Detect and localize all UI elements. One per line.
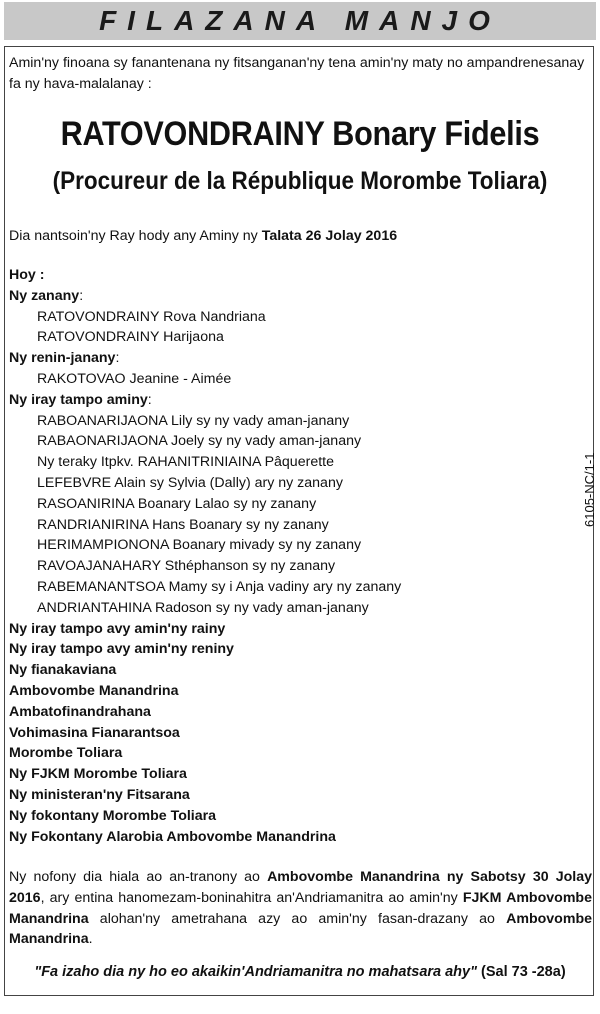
other-family-item: Ny FJKM Morombe Toliara bbox=[9, 766, 187, 783]
bible-verse bbox=[0, 964, 600, 980]
funeral-text: Ny nofony dia hiala ao an-tranony ao bbox=[9, 869, 268, 885]
funeral-church: FJKM Ambovombe Manandrina bbox=[9, 889, 592, 927]
children-heading: Ny zanany: bbox=[9, 287, 84, 304]
death-date: Talata 26 Jolay 2016 bbox=[261, 228, 398, 244]
other-family-item: Morombe Toliara bbox=[9, 745, 123, 762]
verse-reference: (Sal 73 -28a) bbox=[476, 964, 566, 980]
siblings-heading: Ny iray tampo aminy: bbox=[9, 391, 152, 408]
other-family-item: Ny fokontany Morombe Toliara bbox=[9, 807, 217, 824]
family-list bbox=[9, 265, 569, 847]
sibling-item: RAVOAJANAHARY Sthéphanson sy ny zanany bbox=[37, 558, 336, 575]
deceased-name: RATOVONDRAINY Bonary Fidelis bbox=[60, 115, 540, 153]
sibling-item: RABEMANANTSOA Mamy sy i Anja vadiny ary ny zanany bbox=[37, 578, 402, 595]
other-family-item: Ny iray tampo avy amin'ny rainy bbox=[9, 620, 226, 637]
funeral-text: , ary entina hanomezam-boninahitra an'Andriamanitra ao amin'ny bbox=[40, 889, 463, 906]
sibling-item: ANDRIANTAHINA Radoson sy ny vady aman-janany bbox=[37, 599, 369, 616]
child-item: RATOVONDRAINY Harijaona bbox=[37, 329, 224, 346]
header-title: FILAZANA MANJO bbox=[99, 5, 501, 36]
children-label: Ny zanany bbox=[9, 287, 80, 304]
death-notice-prefix: Dia nantsoin'ny Ray hody any Aminy ny bbox=[9, 228, 262, 244]
other-family-item: Ny iray tampo avy amin'ny reniny bbox=[9, 641, 234, 658]
other-family-item: Vohimasina Fianarantsoa bbox=[9, 724, 180, 741]
death-notice bbox=[9, 226, 397, 247]
header-banner bbox=[4, 2, 596, 40]
intro-text: Amin'ny finoana sy fanantenana ny fitsanganan'ny tena amin'ny maty no ampandrenesanay fa ny hava-malalanay : bbox=[9, 55, 585, 92]
funeral-place-date: Ambovombe Manandrina ny Sabotsy 30 Jolay 2016 bbox=[9, 869, 592, 906]
other-family-item: Ambovombe Manandrina bbox=[9, 682, 179, 699]
mother-label: Ny renin-janany bbox=[9, 350, 116, 367]
sibling-item: LEFEBVRE Alain sy Sylvia (Dally) ary ny zanany bbox=[37, 474, 343, 491]
other-family-item: Ny Fokontany Alarobia Ambovombe Manandrina bbox=[9, 828, 336, 845]
mother-item: RAKOTOVAO Jeanine - Aimée bbox=[37, 370, 232, 387]
mother-heading: Ny renin-janany: bbox=[9, 350, 120, 367]
reference-code: 6105-NC/1-1 bbox=[582, 452, 597, 527]
sibling-item: RABAONARIJAONA Joely sy ny vady aman-janany bbox=[37, 433, 362, 450]
sibling-item: HERIMAMPIONONA Boanary mivady sy ny zanany bbox=[37, 537, 362, 554]
sibling-item: RASOANIRINA Boanary Lalao sy ny zanany bbox=[37, 495, 317, 512]
child-item: RATOVONDRAINY Rova Nandriana bbox=[37, 308, 266, 325]
funeral-text: . bbox=[88, 931, 93, 948]
funeral-text: alohan'ny ametrahana azy ao amin'ny fasan-drazany ao bbox=[88, 910, 507, 927]
deceased-title: (Procureur de la République Morombe Toliara) bbox=[52, 167, 548, 195]
siblings-label: Ny iray tampo aminy bbox=[9, 391, 148, 408]
hoy-label: Hoy : bbox=[9, 267, 45, 283]
sibling-item: RANDRIANIRINA Hans Boanary sy ny zanany bbox=[37, 516, 329, 533]
verse-quote: "Fa izaho dia ny ho eo akaikin'Andriamanitra no mahatsara ahy" bbox=[34, 964, 477, 980]
funeral-details bbox=[9, 867, 592, 950]
other-family-item: Ny fianakaviana bbox=[9, 662, 117, 679]
sibling-item: Ny teraky Itpkv. RAHANITRINIAINA Pâquerette bbox=[37, 454, 334, 471]
other-family-item: Ambatofinandrahana bbox=[9, 703, 151, 720]
sibling-item: RABOANARIJAONA Lily sy ny vady aman-janany bbox=[37, 412, 350, 429]
burial-place: Ambovombe Manandrina bbox=[9, 910, 592, 948]
other-family-item: Ny ministeran'ny Fitsarana bbox=[9, 786, 190, 803]
